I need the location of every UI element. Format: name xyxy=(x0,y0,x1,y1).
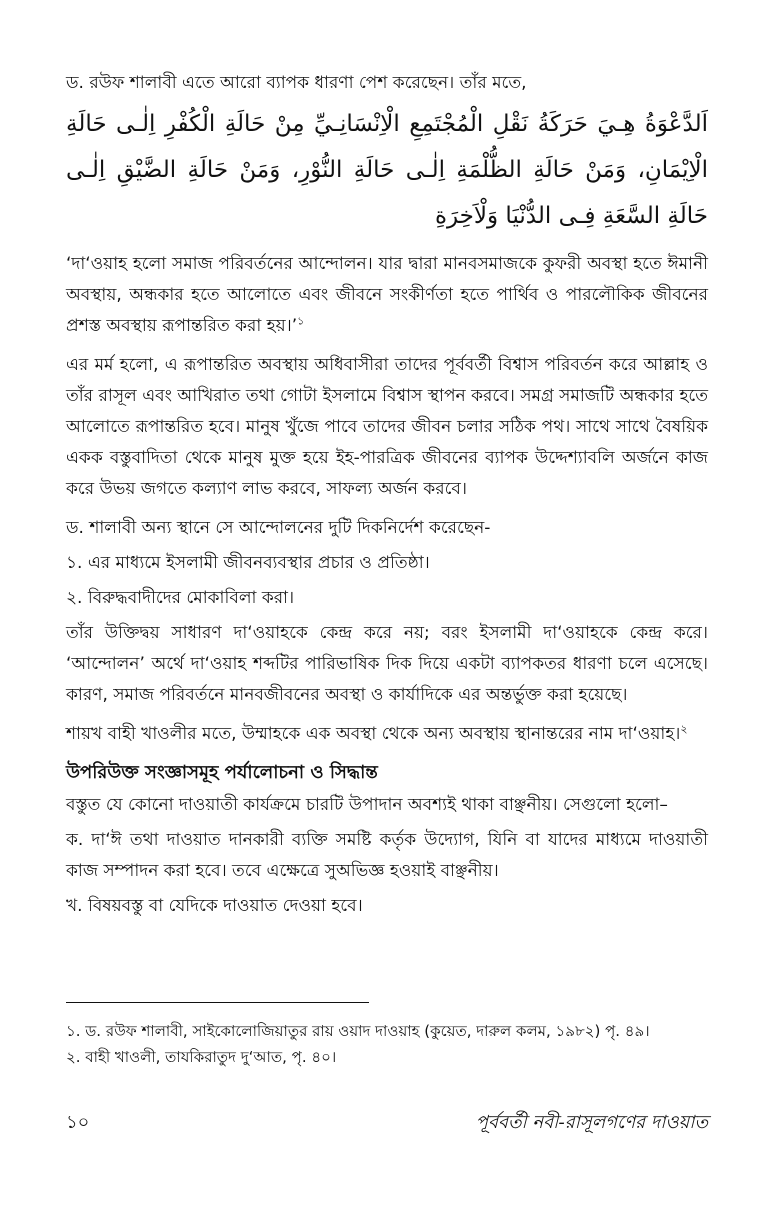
intro-paragraph: ড. রউফ শালাবী এতে আরো ব্যাপক ধারণা পেশ করেছেন। তাঁর মতে, xyxy=(66,73,527,93)
elements-intro: বস্তুত যে কোনো দাওয়াতী কার্যক্রমে চারটি উপাদান অবশ্যই থাকা বাঞ্ছনীয়। সেগুলো হলো– xyxy=(66,795,668,815)
footnote-1: ১. ড. রউফ শালাবী, সাইকোলোজিয়াতুর রায় ওয়াদ দাওয়াহ (কুয়েত, দারুল কলম, ১৯৮২) পৃ. ৪৯। xyxy=(66,1022,650,1040)
element-item-ka: ক. দা‘ঈ তথা দাওয়াত দানকারী ব্যক্তি সমষ্টি কর্তৃক উদ্যোগ, যিনি বা যাদের মাধ্যমে দাওয়াতী কাজ সম্পাদন করা হবে। তবে এক্ষেত্রে সুঅভিজ্ঞ হওয়াই বাঞ্ছনীয়। xyxy=(66,830,708,881)
footnote-2: ২. বাহী খাওলী, তাযকিরাতুদ দু‘আত, পৃ. ৪০। xyxy=(66,1048,337,1066)
commentary-paragraph: তাঁর উক্তিদ্বয় সাধারণ দা‘ওয়াহকে কেন্দ্র করে নয়; বরং ইসলামী দা‘ওয়াহকে কেন্দ্র করে। ‘আন্দোলন’ অর্থে দা‘ওয়াহ শব্দটির পারিভাষিক দিক দিয়ে একটা ব্যাপকতর ধারণা চলে এসেছে। কারণ, সমাজ পরিবর্তনে মানবজীবনের অবস্থা ও কার্যাদিকে এর অন্তর্ভুক্ত করা হয়েছে। xyxy=(66,623,708,705)
footnote-ref-2[interactable]: ২ xyxy=(680,722,688,736)
shaykh-quote-text: শায়খ বাহী খাওলীর মতে, উম্মাহকে এক অবস্থা থেকে অন্য অবস্থায় স্থানান্তরের নাম দা‘ওয়াহ। xyxy=(66,724,681,744)
translation-text: ‘দা‘ওয়াহ হলো সমাজ পরিবর্তনের আন্দোলন। যার দ্বারা মানবসমাজকে কুফরী অবস্থা হতে ঈমানী অবস্থায়, অন্ধকার হতে আলোতে এবং জীবনে সংকীর্ণতা হতে পার্থিব ও পারলৌকিক জীবনের প্রশস্ত অবস্থায় রূপান্তরিত করা হয়।’ xyxy=(66,254,708,336)
direction-item-1: ১. এর মাধ্যমে ইসলামী জীবনব্যবস্থার প্রচার ও প্রতিষ্ঠা। xyxy=(66,553,430,573)
page-body xyxy=(66,68,708,926)
page-number: ১০ xyxy=(66,1112,90,1133)
direction-item-2: ২. বিরুদ্ধবাদীদের মোকাবিলা করা। xyxy=(66,588,295,608)
footnote-ref-1[interactable]: ১ xyxy=(297,314,305,328)
section-heading: উপরিউক্ত সংজ্ঞাসমূহ পর্যালোচনা ও সিদ্ধান্ত xyxy=(66,762,378,783)
translation-paragraph xyxy=(66,249,708,342)
footnote-divider xyxy=(66,1002,369,1003)
shaykh-quote-paragraph xyxy=(66,719,708,750)
footnotes xyxy=(66,1018,708,1070)
running-title: পূর্ববর্তী নবী-রাসূলগণের দাওয়াত xyxy=(475,1112,708,1133)
explanation-paragraph: এর মর্ম হলো, এ রূপান্তরিত অবস্থায় অধিবাসীরা তাদের পূর্ববর্তী বিশ্বাস পরিবর্তন করে আল্লাহ ও তাঁর রাসূল এবং আখিরাত তথা গোটা ইসলামে বিশ্বাস স্থাপন করবে। সমগ্র সমাজটি অন্ধকার হতে আলোতে রূপান্তরিত হবে। মানুষ খুঁজে পাবে তাদের জীবন চলার সঠিক পথ। সাথে সাথে বৈষয়িক একক বস্তুবাদিতা থেকে মানুষ মুক্ত হয়ে ইহ-পারত্রিক জীবনের ব্যাপক উদ্দেশ্যাবলি অর্জনে কাজ করে উভয় জগতে কল্যাণ লাভ করবে, সাফল্য অর্জন করবে। xyxy=(66,355,708,499)
directions-intro: ড. শালাবী অন্য স্থানে সে আন্দোলনের দুটি দিকনির্দেশ করেছেন- xyxy=(66,518,491,538)
arabic-quote: اَلدَّعْوَةُ هِـيَ حَرَكَةُ نَقْلِ الْمُجْتَمِعِ الْاِنْسَانِـيِّ مِنْ حَالَةِ الْكُفْرِ اِلٰـى حَالَةِ الْاِيْمَانِ، وَمَنْ حَالَةِ الظُّلْمَةِ اِلٰـى حَالَةِ النُّوْرِ، وَمَنْ حَالَةِ الضَّيْقِ اِلٰـى حَالَةِ السَّعَةِ فِـى الدُّنْيَا وَلْاَخِرَةِ xyxy=(66,111,708,229)
page-footer xyxy=(66,1108,708,1138)
element-item-kha: খ. বিষয়বস্তু বা যেদিকে দাওয়াত দেওয়া হবে। xyxy=(66,896,363,916)
